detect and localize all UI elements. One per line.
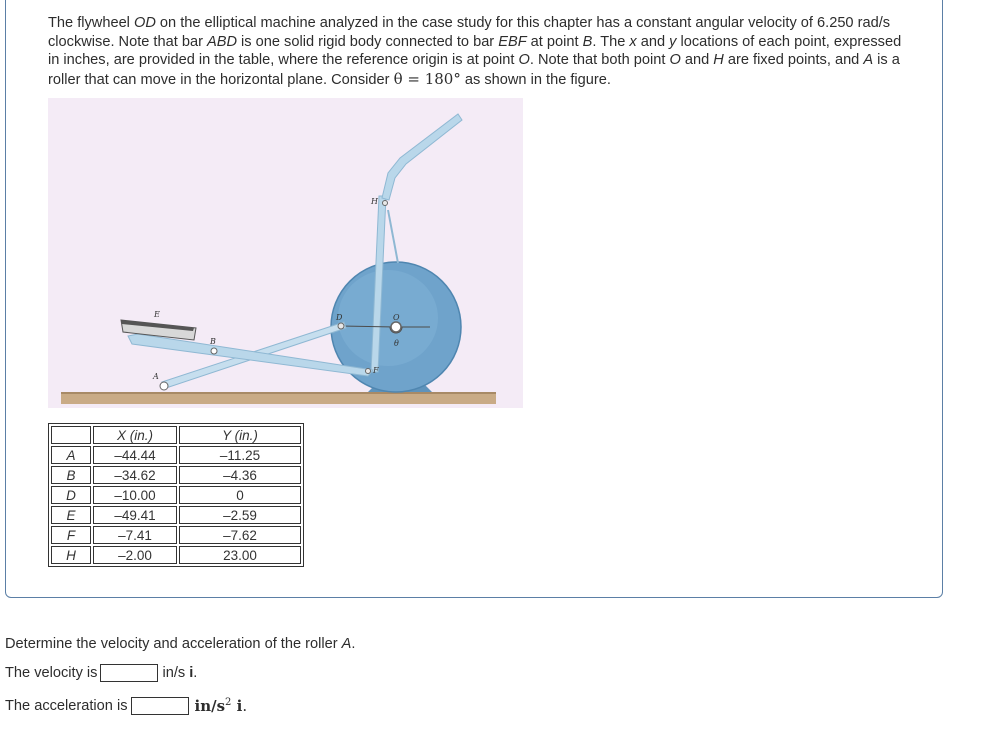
- pin-f: [366, 369, 371, 374]
- label-theta: θ: [394, 339, 399, 348]
- table-row: D –10.00 0: [51, 486, 301, 504]
- table-row: H –2.00 23.00: [51, 546, 301, 564]
- velocity-unit: in/s i.: [162, 665, 198, 681]
- pin-d: [338, 323, 344, 329]
- pin-o: [391, 322, 401, 332]
- question-text: Determine the velocity and acceleration of the roller A.: [5, 636, 356, 652]
- table-header-row: X (in.) Y (in.): [51, 426, 301, 444]
- label-e: E: [154, 310, 160, 319]
- problem-statement: The flywheel OD on the elliptical machine analyzed in the case study for this chapter has a constant angular velocity of 6.250 rad/s clockwise. Note that bar ABD is one solid rigid body connected to bar EBF at point B. The x and y locations of each point, expressed in inches, are provided in the table, where the reference origin is at point O. Note that both point O and H are fixed points, and A is a roller that can move in the horizontal plane. Consider θ = 180° as shown in the figure.: [48, 15, 902, 88]
- label-d: D: [336, 313, 343, 322]
- velocity-label: The velocity is: [5, 665, 98, 681]
- table-row: F –7.41 –7.62: [51, 526, 301, 544]
- pin-h: [383, 201, 388, 206]
- handle-bar: [382, 114, 462, 200]
- velocity-input[interactable]: [100, 664, 158, 682]
- machine-diagram: [48, 98, 523, 408]
- label-a: A: [153, 372, 159, 381]
- coordinates-table: [48, 423, 304, 567]
- label-h: H: [371, 197, 378, 206]
- acceleration-label: The acceleration is: [5, 698, 128, 714]
- elliptical-machine-figure: [48, 98, 523, 408]
- theta-equation: θ = 180°: [393, 69, 461, 88]
- table-row: A –44.44 –11.25: [51, 446, 301, 464]
- label-b: B: [210, 337, 216, 346]
- table-row: E –49.41 –2.59: [51, 506, 301, 524]
- label-f: F: [373, 366, 379, 375]
- acceleration-row: [5, 697, 247, 715]
- roller-a: [160, 382, 168, 390]
- table-row: B –34.62 –4.36: [51, 466, 301, 484]
- acceleration-unit: $in/s^2$ i.: [194, 697, 248, 715]
- acceleration-input[interactable]: [131, 697, 189, 715]
- label-o: O: [393, 313, 400, 322]
- pin-b: [211, 348, 217, 354]
- velocity-row: [5, 664, 197, 682]
